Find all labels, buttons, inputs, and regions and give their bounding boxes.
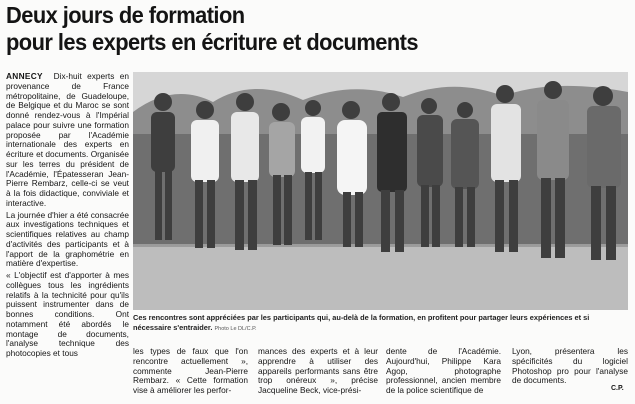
author-signature: C.P. (611, 385, 624, 392)
paragraph-3: « L'objectif est d'apporter à mes collègues tous les ingrédients relatifs à la technicité pour qu'ils puissent instrumenter dans de bonnes conditions. Ont notamment été abordés le montage de documents, l'analyse technique des photocopies et tous (6, 270, 129, 358)
article-column-2: les types de faux que l'on rencontre actuellement », commente Jean-Pierre Rembarz. « Cette formation vise à améliorer les perfor- (133, 346, 248, 395)
paragraph-1 (6, 72, 129, 209)
article-headline (6, 2, 583, 56)
article-column-1 (6, 72, 129, 361)
paragraph-1-text: Dix-huit experts en provenance de France métropolitaine, de Guadeloupe, de Belgique et du Maroc se sont donné rendez-vous à l'Impérial palace pour suivre une formation proposée par l'Académie internationale des experts en écriture et documents. Organisée sur les terres du président de l'Académie, l'Épatesseran Jean-Pierre Rembarz, celle-ci se veut à la fois didactique, conviviale et interactive. (6, 71, 129, 208)
article-column-3: mances des experts et à leur apprendre à utiliser des appareils performants sans être trop onéreux », précise Jacqueline Beck, vice-prési- (258, 346, 378, 395)
photo-caption (133, 313, 628, 334)
caption-text: Ces rencontres sont appréciées par les participants qui, au-delà de la formation, en profitent pour partager leurs expériences et si nécessaire s'entraider. (133, 313, 590, 332)
headline-line-1: Deux jours de formation (6, 2, 245, 28)
article-column-5: Lyon, présentera les spécificités du logiciel Photoshop pro pour l'analyse de documents. (512, 346, 628, 386)
article-column-4: dente de l'Académie. Aujourd'hui, Philippe Kara Agop, photographe professionnel, ancien membre de la police scientifique de (386, 346, 501, 395)
paragraph-2: La journée d'hier a été consacrée aux investigations techniques et scientifiques relatives au champ d'activités des participants et à l'apport de la graphométrie en matière d'expertise. (6, 209, 129, 269)
group-photo (133, 72, 628, 310)
group-photo-drawing (133, 72, 628, 310)
headline-line-2: pour les experts en écriture et documents (6, 29, 418, 55)
dateline: ANNECY (6, 71, 43, 81)
photo-credit: Photo Le DL/C.P. (214, 325, 257, 332)
